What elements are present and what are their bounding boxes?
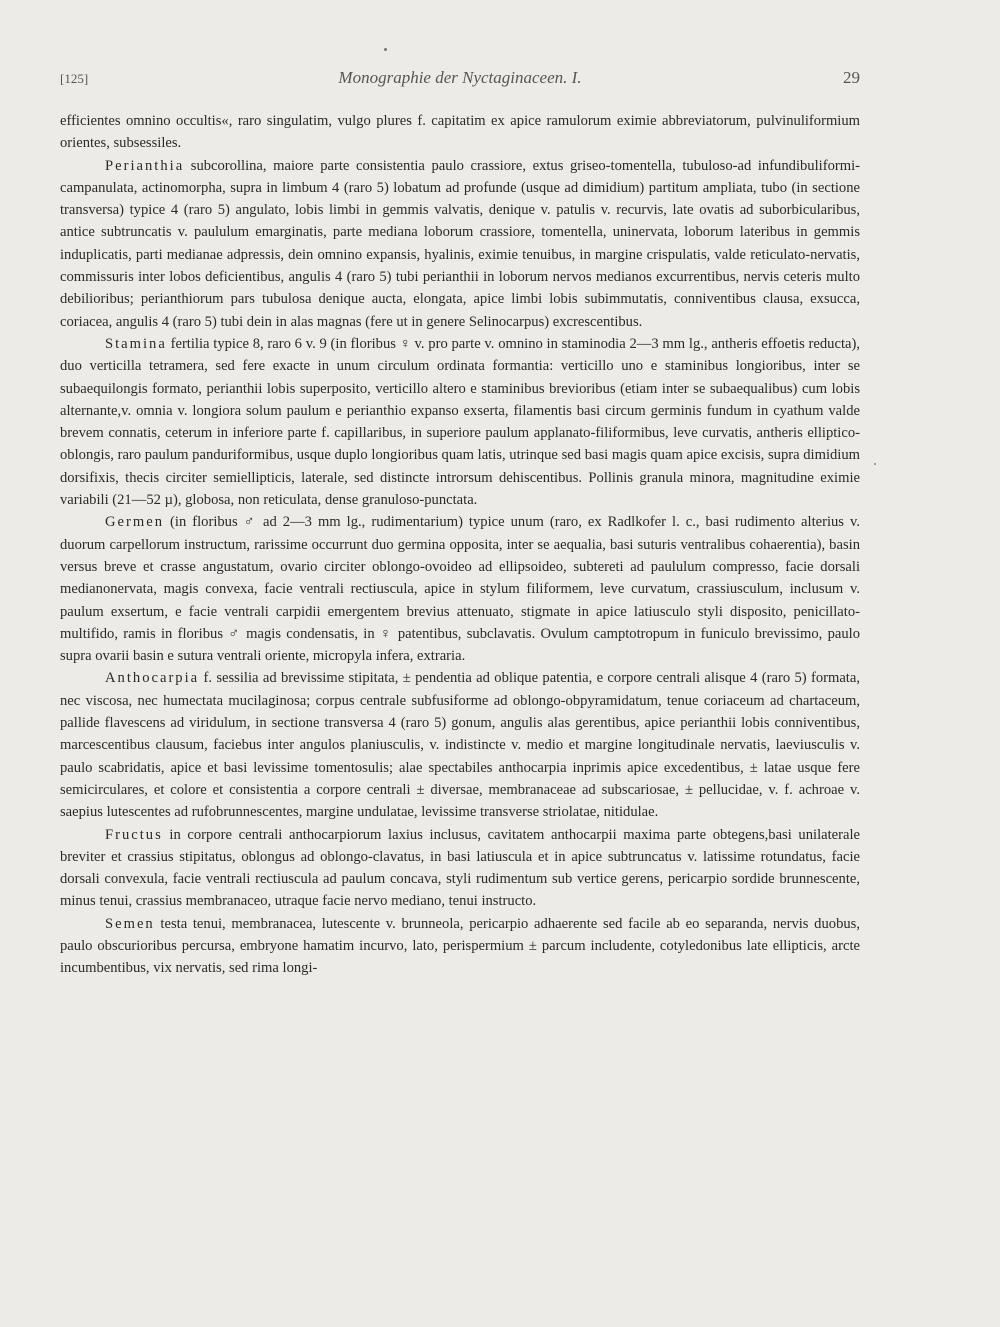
paragraph-text: subcorollina, maiore parte consistentia paulo crassiore, extus griseo-tomentella, tubuloso-ad infundibuliformi-campanulata, actinomorpha, supra in limbum 4 (raro 5) lobatum ad profunde (usque ad dimidium) partitum ampliata, tubo (in sectione transversa) typice 4 (raro 5) angulato, lobis limbi in gemmis valvatis, denique v. patulis v. recurvis, late ovatis ad suborbicularibus, antice subtruncatis v. paululum emarginatis, parte mediana loborum crassiore, tomentella, uninervata, loborum lateribus in gemmis induplicatis, parti medianae adpressis, dein omnino expansis, hyalinis, eximie tenuibus, in margine crispulatis, valde reticulato-nervatis, commissuris inter lobos deficientibus, angulis 4 (raro 5) tubi perianthii in loborum nervos medianos excurrentibus, nervis ceteris multo debilioribus; perianthiorum pars tubulosa denique aucta, elongata, apice limbi lobis subimmutatis, conniventibus clausa, exsucca, coriacea, angulis 4 (raro 5) tubi dein in alas magnas (fere ut in genere Selinocarpus) excrescentibus. (60, 157, 860, 330)
speck (384, 48, 387, 51)
body-text (60, 110, 860, 980)
section-term: Perianthia (105, 157, 185, 174)
paragraph-perianthia (60, 155, 860, 333)
page-number: 29 (842, 68, 860, 87)
section-term: Anthocarpia (105, 670, 200, 687)
section-term: Fructus (105, 826, 163, 843)
speck (874, 463, 876, 465)
paragraph-semen (60, 913, 860, 980)
section-term: Semen (105, 915, 155, 932)
paragraph-anthocarpia (60, 667, 860, 823)
paragraph-text: (in floribus ♂ ad 2—3 mm lg., rudimentarium) typice unum (raro, ex Radlkofer l. c., basi rudimento alterius v. duorum carpellorum instructum, rarissime occurrunt duo germina opposita, inter se aequalia, basi suturis ventralibus cohaerentia), basin versus breve et crasse angustatum, ovario circiter oblongo-ovoideo ad ellipsoideo, subtereti ad paululum compresso, facie dorsali medianonervata, magis convexa, facie ventrali rectiuscula, apice in stylum filiformem, leve curvatum, crassiusculum, inclusum v. paulum exsertum, e facie ventrali carpidii emergentem brevius attenuato, stigmate in apice latiusculo styli disposito, penicillato-multifido, ramis in floribus ♂ magis condensatis, in ♀ patentibus, subclavatis. Ovulum camptotropum in funiculo brevissimo, paulo supra ovarii basin e sutura ventrali oriente, micropyla infera, extraria. (60, 514, 860, 665)
paragraph-germen (60, 511, 860, 667)
paragraph-text: fertilia typice 8, raro 6 v. 9 (in floribus ♀ v. pro parte v. omnino in staminodia 2—3 mm lg., antheris effoetis reducta), duo verticilla tetramera, sed fere exacte in unum circulum ordinata formantia: verticillo uno e staminibus longioribus, inter se subaequilongis formato, perianthii lobis superposito, verticillo altero e staminibus brevioribus (etiam inter se subaequalibus) cum lobis alternante,v. omnia v. longiora solum paulum e perianthio expanso exserta, filamentis basi circum germinis fundum in cyathum valde brevem connatis, ceterum in inferiore parte f. capillaribus, in superiore paulum applanato-filiformibus, leve curvatis, antheris elliptico-oblongis, raro paulum panduriformibus, usque duplo longioribus quam latis, utrinque sed basi magis quam apice excisis, supra dimidium dorsifixis, thecis circiter semiellipticis, laterale, sed distincte introrsum dehiscentibus. Pollinis granula minora, magnitudine eximie variabili (21—52 µ), globosa, non reticulata, dense granuloso-punctata. (60, 335, 860, 509)
paragraph-stamina (60, 333, 860, 511)
section-term: Stamina (105, 335, 167, 352)
paragraph-continuation (60, 110, 860, 155)
paragraph-fructus (60, 824, 860, 913)
paragraph-text: testa tenui, membranacea, lutescente v. brunneola, pericarpio adhaerente sed facile ab eo separanda, nervis duobus, paulo obscurioribus percursa, embryone hamatim incurvo, lato, perispermium ± parcum includente, cotyledonibus late ellipticis, arcte incumbentibus, vix nervatis, sed rima longi- (60, 915, 860, 977)
running-header (60, 68, 860, 98)
section-term: Germen (105, 514, 165, 531)
header-title: Monographie der Nyctaginaceen. I. (338, 68, 582, 87)
header-page-ref: [125] (60, 71, 89, 86)
paragraph-text: f. sessilia ad brevissime stipitata, ± pendentia ad oblique patentia, e corpore centrali alisque 4 (raro 5) formata, nec viscosa, nec humectata mucilaginosa; corpus centrale subfusiforme ad oblongo-obpyramidatum, tenue coriaceum ad chartaceum, pallide flavescens ad viridulum, in sectione transversa 4 (raro 5) gonum, angulis alas gerentibus, apice perianthii lobis conniventibus, marcescentibus clausum, faciebus inter angulos planiusculis, v. indistincte v. medio et margine longitudinale nervatis, laeviusculis v. paulo scabridatis, apice et basi levissime tomentosulis; alae spectabiles anthocarpia inprimis apice excedentibus, ± latae usque fere semicirculares, et colore et consistentia a corpore centrali ± diversae, membranaceae ad subscariosae, ± pellucidae, v. f. achroae v. saepius lutescentes ad rufobrunnescentes, margine undulatae, levissime transverse striolatae, nitidulae. (60, 670, 860, 821)
paragraph-text: efficientes omnino occultis«, raro singulatim, vulgo plures f. capitatim ex apice ramulorum eximie abbreviatorum, pulvinuliformium orientes, subsessiles. (60, 113, 860, 152)
page (60, 68, 860, 980)
paragraph-text: in corpore centrali anthocarpiorum laxius inclusus, cavitatem anthocarpii maxima parte obtegens,basi unilaterale breviter et crassius stipitatus, oblongus ad oblongo-clavatus, in basi latiuscula et in apice subtruncatus v. latissime rotundatus, facie dorsali convexula, facie ventrali rectiuscula ad paulum concava, styli rudimentum sub vertice gerens, pericarpio sordide brunnescente, minus tenui, crassius membranaceo, utraque facie nervo mediano, tenui instructo. (60, 826, 860, 910)
